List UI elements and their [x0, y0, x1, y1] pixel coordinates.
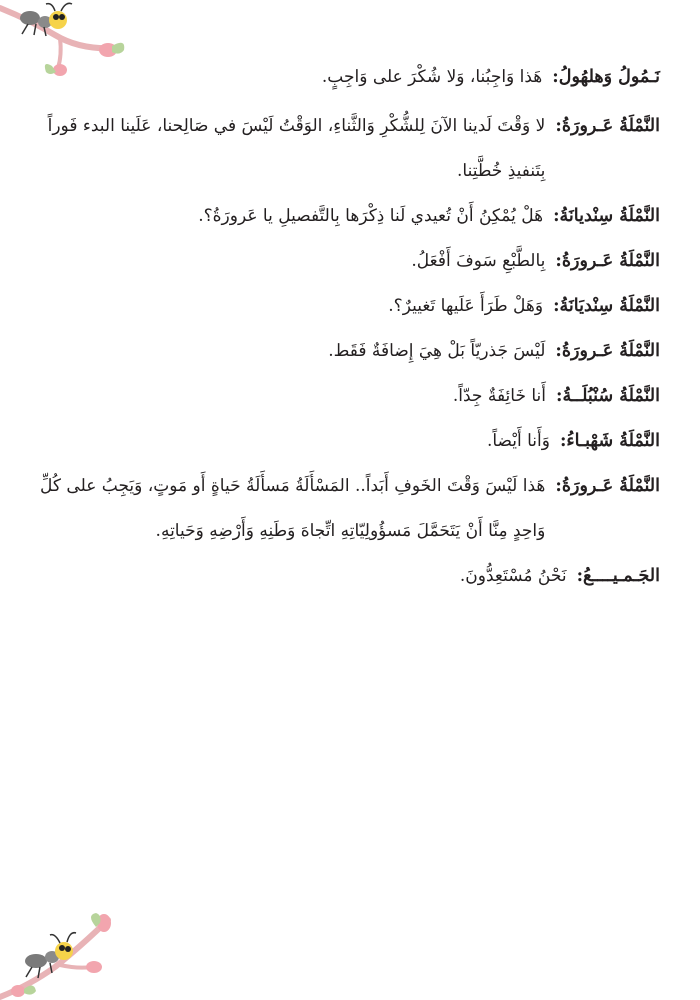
speech-text: وَأَنا أَيْضاً. [486, 431, 550, 451]
speech-text: أَنا خَائِفَةٌ جِدّاً. [452, 386, 547, 406]
dialogue-line [30, 419, 660, 464]
speaker-name: النَّمْلَةُ عَـرورَةُ: [555, 341, 660, 361]
speaker-name: النَّمْلَةُ عَـرورَةُ: [555, 251, 660, 271]
dialogue-line [30, 62, 660, 92]
speech-text: نَحْنُ مُسْتَعِدُّونَ. [459, 566, 567, 586]
dialogue-line [30, 194, 660, 239]
dialogue-line [30, 284, 660, 329]
speaker-name: الجَـمـيــــعُ: [576, 566, 660, 586]
speaker-name: النَّمْلَةُ عَـرورَةُ: [555, 116, 660, 136]
speech-text: بِالطَّبْعِ سَوفَ أَفْعَلُ. [411, 251, 546, 271]
speaker-name: النَّمْلَةُ سِنْديَانَةُ: [553, 296, 660, 316]
speech-text: هَلْ يُمْكِنُ أَنْ تُعيدي لَنا ذِكْرَها بِالتَّفصيلِ يا عَرورَةُ؟. [198, 206, 544, 226]
dialogue [30, 62, 660, 599]
ant-on-branch-icon [0, 905, 130, 1000]
speech-text: هَذا وَاجِبُنا، وَلا شُكْرَ على وَاجِبٍ. [321, 67, 543, 87]
dialogue-line [30, 374, 660, 419]
speech-text: هَذا لَيْسَ وَقْتَ الخَوفِ أَبَداً.. المَسْأَلَةُ مَسأَلَةُ حَياةٍ أَو مَوتٍ، وَيَجِبُ على كُلِّ وَاحِدٍ مِنَّا أَنْ يَتَحَمَّلَ مَسؤُولِيّاتِهِ اتِّجاهَ وَطَنِهِ وَأَرْضِهِ وَحَياتِهِ. [40, 476, 546, 541]
speaker-name: نَـمُولُ وَهلهُولُ: [552, 67, 660, 87]
speech-text: وَهَلْ طَرَأَ عَلَيها تَغييرٌ؟. [388, 296, 544, 316]
dialogue-line [30, 554, 660, 599]
speech-text: لا وَقْتَ لَدينا الآنَ لِلشُّكْرِ وَالثَّناءِ، الوَقْتُ لَيْسَ في صَالِحنا، عَلَينا البدء فَوراً بِتَنفيذِ خُطَّتِنا. [47, 116, 546, 181]
speaker-name: النَّمْلَةُ سِنْديانَةُ: [553, 206, 660, 226]
speaker-name: النَّمْلَةُ شَهْبـاءُ: [559, 431, 660, 451]
dialogue-line [30, 104, 660, 194]
speech-text: لَيْسَ جَذريّاً بَلْ هِيَ إِضافَةٌ فَقَط. [328, 341, 546, 361]
dialogue-line [30, 464, 660, 554]
speaker-name: النَّمْلَةُ سُنْبُلَــةُ: [556, 386, 660, 406]
speaker-name: النَّمْلَةُ عَـرورَةُ: [555, 476, 660, 496]
dialogue-line [30, 329, 660, 374]
dialogue-line [30, 239, 660, 284]
